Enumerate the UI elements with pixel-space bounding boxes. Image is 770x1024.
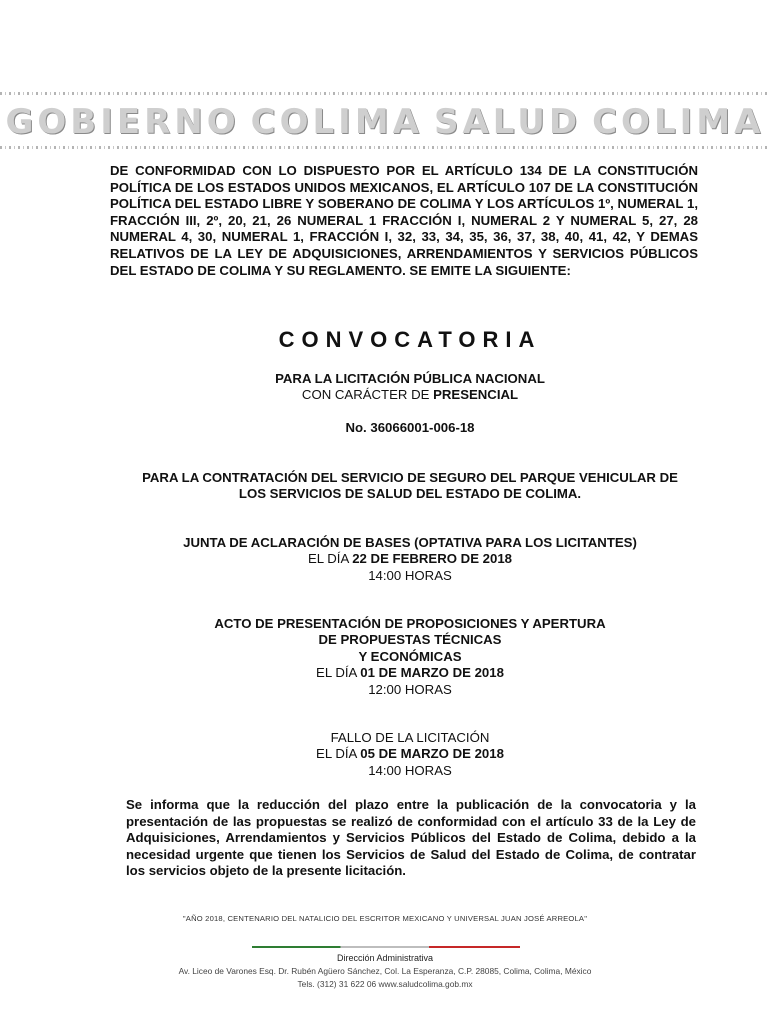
fallo-time: 14:00 HORAS <box>368 762 452 778</box>
letterhead-logo-word: SALUD <box>434 102 582 142</box>
document-title: CONVOCATORIA <box>278 327 542 352</box>
junta-date-value: 22 DE FEBRERO DE 2018 <box>352 551 512 567</box>
objeto-line: LOS SERVICIOS DE SALUD DEL ESTADO DE COLIMA. <box>238 486 582 502</box>
footer-address: Av. Liceo de Varones Esq. Dr. Rubén Agüero Sánchez, Col. La Esperanza, C.P. 28085, Colima, Colima, México <box>178 966 592 976</box>
fallo-date <box>110 746 710 762</box>
letterhead-logo-word: GOBIERNO <box>5 102 240 142</box>
junta-date <box>110 551 710 567</box>
footer-tricolor-rule <box>252 946 520 948</box>
acto-time: 12:00 HORAS <box>368 681 452 697</box>
acto-date-prefix: EL DÍA <box>316 665 361 681</box>
acto-date <box>110 665 710 681</box>
acto-heading: DE PROPUESTAS TÉCNICAS <box>318 632 502 648</box>
fallo-date-prefix: EL DÍA <box>316 746 361 762</box>
objeto-block <box>110 470 710 503</box>
letterhead-logo-word: COLIMA <box>250 102 423 142</box>
licitacion-block <box>110 371 710 436</box>
scan-noise-line <box>0 146 770 149</box>
licitacion-number: No. 36066001-006-18 <box>345 419 475 435</box>
fallo-block <box>110 730 710 779</box>
scan-noise-line <box>0 92 770 95</box>
licitacion-character-prefix: CON CARÁCTER DE <box>301 387 434 403</box>
junta-time: 14:00 HORAS <box>368 567 452 583</box>
closing-paragraph: Se informa que la reducción del plazo entre la publicación de la convocatoria y la presentación de las propuestas se realizó de conformidad con el artículo 33 de la Ley de Adquisiciones, Arrendamientos y Servicios Públicos del Estado de Colima, debido a la necesidad urgente que tienen los Servicios de Salud del Estado de Colima, de contratar los servicios objeto de la presente licitación. <box>126 797 696 879</box>
acto-date-value: 01 DE MARZO DE 2018 <box>360 665 504 681</box>
junta-heading: JUNTA DE ACLARACIÓN DE BASES (OPTATIVA PARA LOS LICITANTES) <box>183 535 637 550</box>
legal-basis-paragraph: DE CONFORMIDAD CON LO DISPUESTO POR EL ARTÍCULO 134 DE LA CONSTITUCIÓN POLÍTICA DE LOS ESTADOS UNIDOS MEXICANOS, EL ARTÍCULO 107 DE LA CONSTITUCIÓN POLÍTICA DEL ESTADO LIBRE Y SOBERANO DE COLIMA Y LOS ARTÍCULOS 1º, NUMERAL 1, FRACCIÓN III, 2º, 20, 21, 26 NUMERAL 1 FRACCIÓN I, NUMERAL 2 Y NUMERAL 5, 27, 28 NUMERAL 4, 30, NUMERAL 1, FRACCIÓN I, 32, 33, 34, 35, 36, 37, 38, 40, 41, 42, Y DEMAS RELATIVOS DE LA LEY DE ADQUISICIONES, ARRENDAMIENTOS Y SERVICIOS PÚBLICOS DEL ESTADO DE COLIMA Y SU REGLAMENTO. SE EMITE LA SIGUIENTE: <box>110 163 698 278</box>
letterhead-logos <box>0 102 770 142</box>
acto-heading: ACTO DE PRESENTACIÓN DE PROPOSICIONES Y APERTURA <box>214 616 606 631</box>
objeto-line: PARA LA CONTRATACIÓN DEL SERVICIO DE SEGURO DEL PARQUE VEHICULAR DE <box>142 470 678 485</box>
letterhead-logo-word: COLIMA <box>592 102 765 142</box>
acto-heading: Y ECONÓMICAS <box>358 648 462 664</box>
fallo-heading: FALLO DE LA LICITACIÓN <box>330 730 490 745</box>
letterhead-band <box>0 86 770 158</box>
junta-date-prefix: EL DÍA <box>307 551 353 567</box>
footer-contact: Tels. (312) 31 622 06 www.saludcolima.gob.mx <box>297 979 473 989</box>
footer-department: Dirección Administrativa <box>336 953 434 963</box>
licitacion-character <box>110 387 710 403</box>
acto-block <box>110 616 710 698</box>
fallo-date-value: 05 DE MARZO DE 2018 <box>360 746 504 762</box>
licitacion-character-value: PRESENCIAL <box>433 387 519 403</box>
junta-block <box>110 535 710 584</box>
licitacion-type: PARA LA LICITACIÓN PÚBLICA NACIONAL <box>275 371 545 386</box>
footer-motto: "AÑO 2018, CENTENARIO DEL NATALICIO DEL ESCRITOR MEXICANO Y UNIVERSAL JUAN JOSÉ ARREOLA" <box>182 914 588 923</box>
